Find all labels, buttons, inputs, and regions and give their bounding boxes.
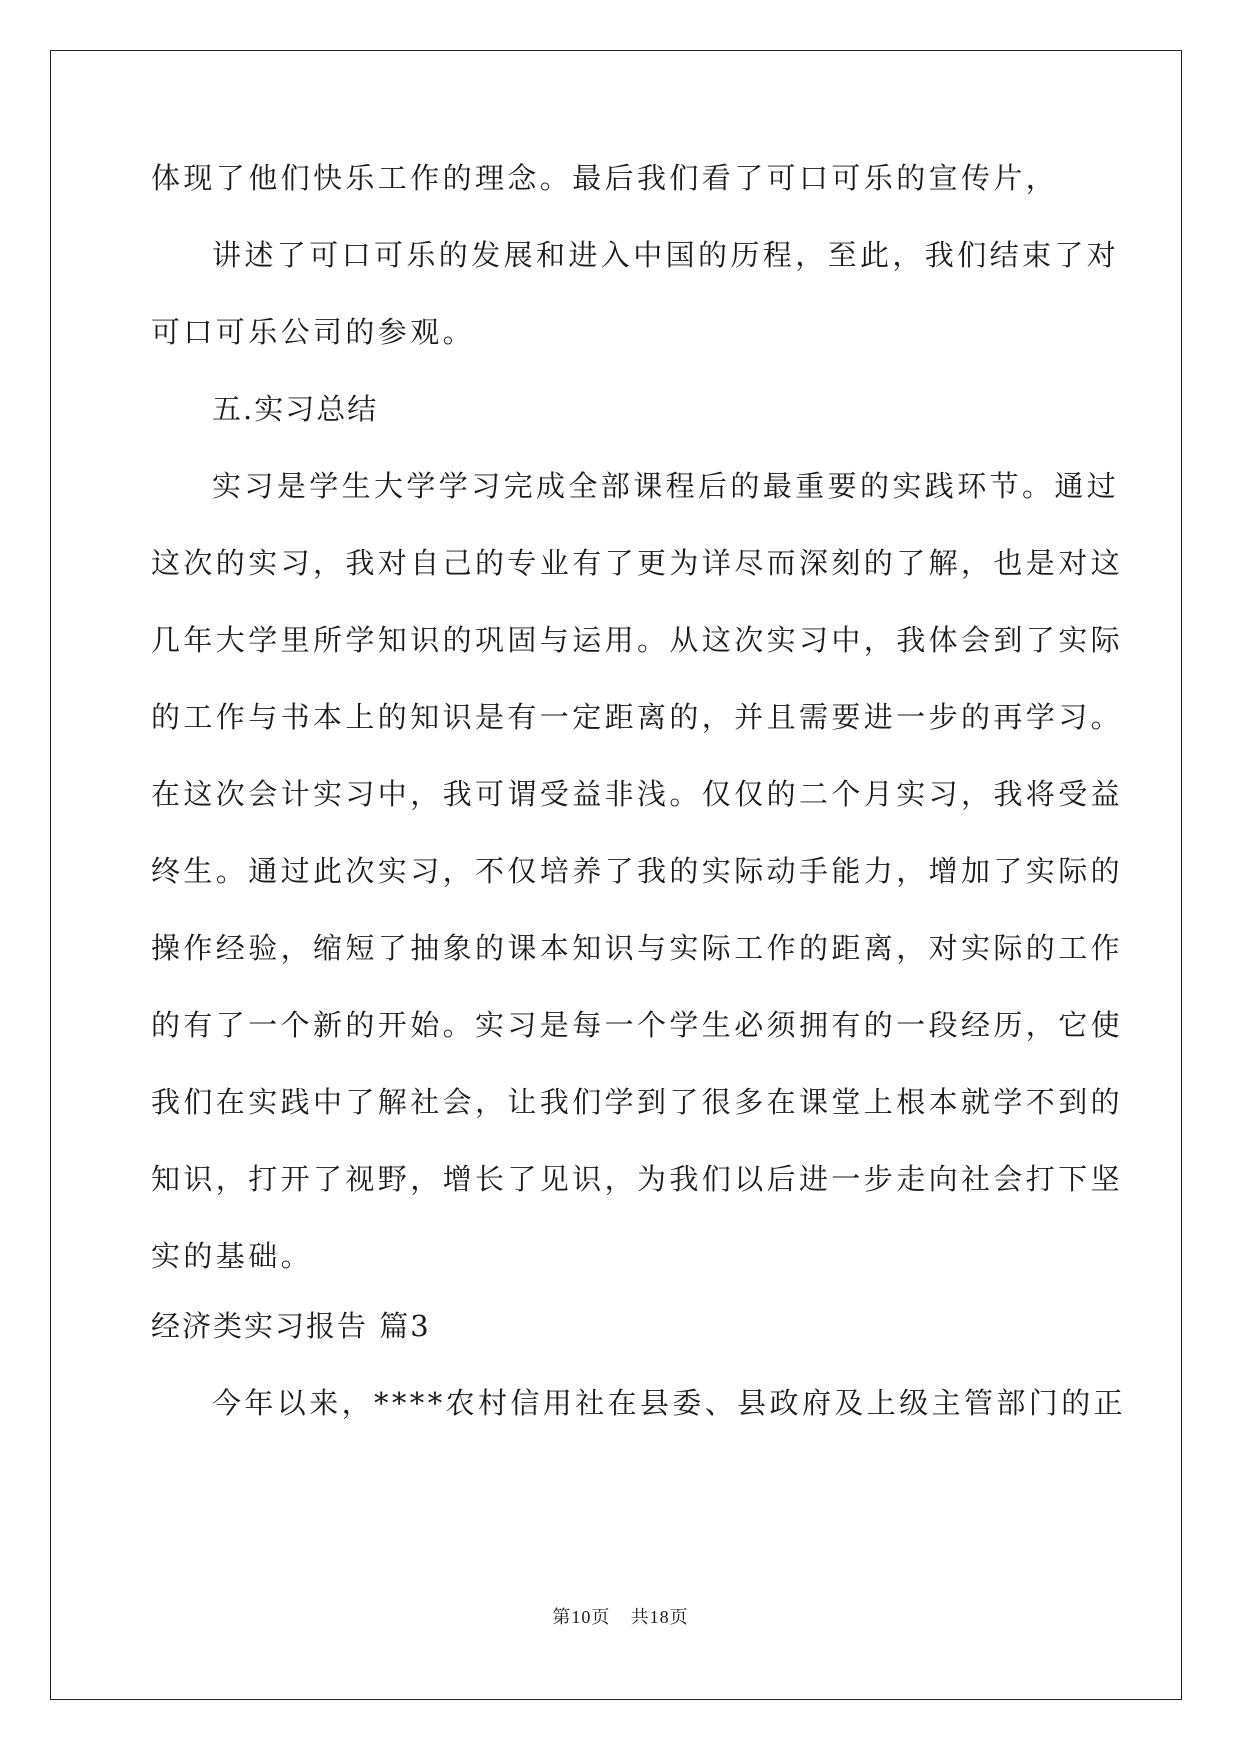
footer-total-prefix: 共 <box>630 1607 650 1628</box>
footer-page-word: 页 <box>591 1607 611 1628</box>
total-pages-number: 18 <box>649 1607 670 1627</box>
body-line: 实习是学生大学学习完成全部课程后的最重要的实践环节。通过 <box>212 469 1120 503</box>
current-page-number: 10 <box>571 1607 592 1627</box>
footer-prefix: 第 <box>552 1607 572 1628</box>
body-line: 终生。通过此次实习，不仅培养了我的实际动手能力，增加了实际的 <box>151 854 1124 888</box>
body-line: 体现了他们快乐工作的理念。最后我们看了可口可乐的宣传片， <box>151 161 1059 195</box>
section-title: 经济类实习报告 篇3 <box>151 1309 431 1343</box>
body-line: 的有了一个新的开始。实习是每一个学生必须拥有的一段经历，它使 <box>151 1008 1124 1042</box>
body-line: 这次的实习，我对自己的专业有了更为详尽而深刻的了解，也是对这 <box>151 546 1124 580</box>
body-line: 实的基础。 <box>151 1239 314 1273</box>
body-line: 在这次会计实习中，我可谓受益非浅。仅仅的二个月实习，我将受益 <box>151 777 1124 811</box>
page-footer <box>0 1603 1241 1629</box>
body-line: 可口可乐公司的参观。 <box>151 315 476 349</box>
body-line: 几年大学里所学知识的巩固与运用。从这次实习中，我体会到了实际 <box>151 623 1124 657</box>
body-line: 操作经验，缩短了抽象的课本知识与实际工作的距离，对实际的工作 <box>151 931 1124 965</box>
body-line: 讲述了可口可乐的发展和进入中国的历程，至此，我们结束了对 <box>212 238 1120 272</box>
body-line: 知识，打开了视野，增长了见识，为我们以后进一步走向社会打下坚 <box>151 1162 1124 1196</box>
section-heading: 五.实习总结 <box>212 392 379 426</box>
body-line: 的工作与书本上的知识是有一定距离的，并且需要进一步的再学习。 <box>151 700 1124 734</box>
footer-total-suffix: 页 <box>669 1607 689 1628</box>
body-line: 我们在实践中了解社会，让我们学到了很多在课堂上根本就学不到的 <box>151 1085 1124 1119</box>
body-line: 今年以来，****农村信用社在县委、县政府及上级主管部门的正 <box>212 1386 1127 1420</box>
